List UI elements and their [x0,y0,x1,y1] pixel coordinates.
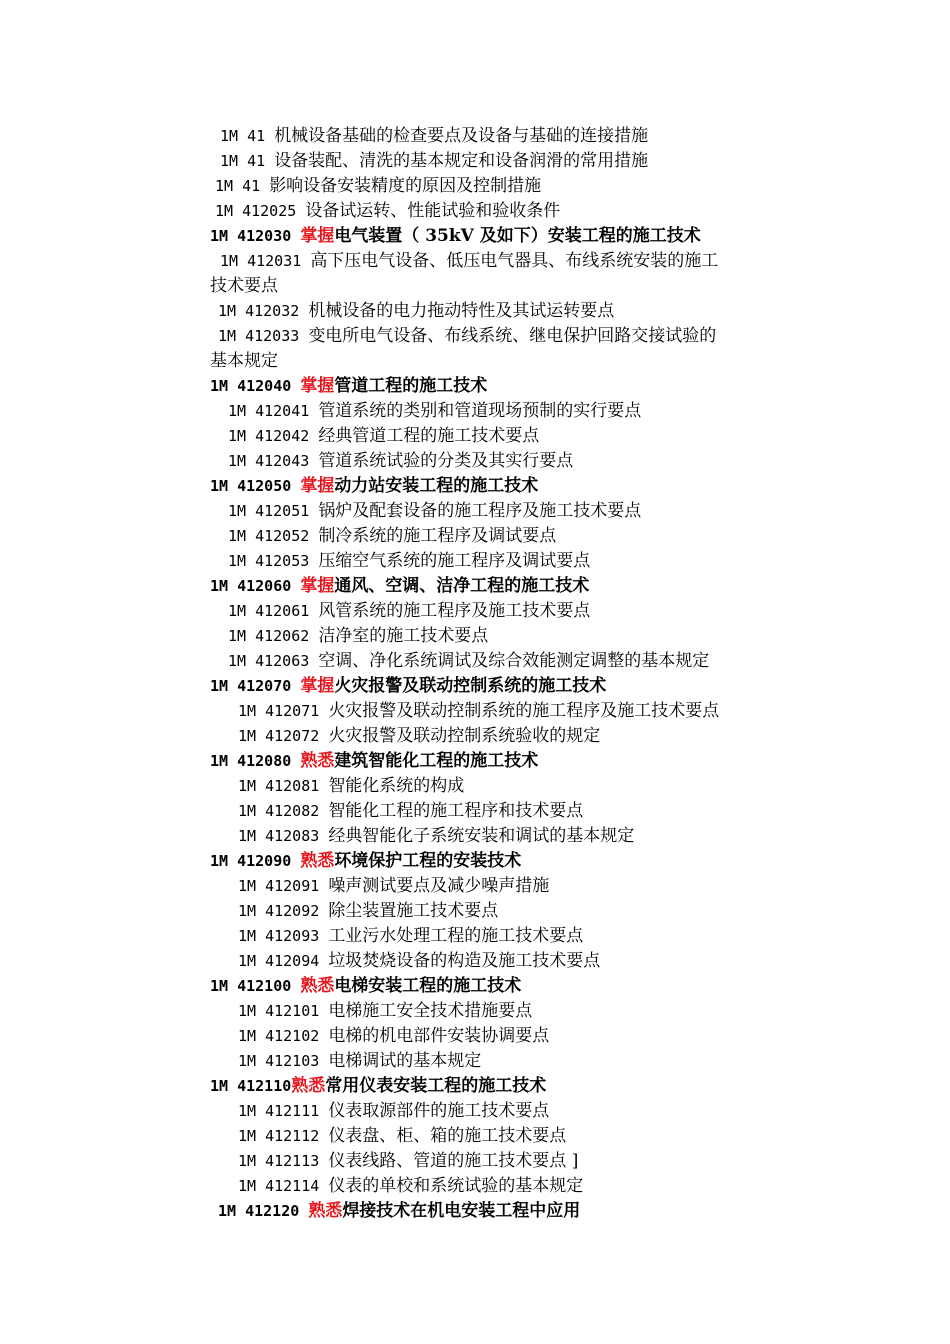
item-code: 1M 41 [220,152,275,170]
item-code: 1M 412053 [228,552,319,570]
outline-item [0,324,950,349]
section-heading [0,374,950,399]
item-text: 制冷系统的施工程序及调试要点 [318,526,557,546]
continuation-line [0,274,950,299]
item-code: 1M 412050 [210,477,301,495]
continuation-line [0,349,950,374]
item-code: 1M 412040 [210,377,301,395]
item-code: 1M 412041 [228,402,319,420]
level-badge: 掌握 [300,676,335,696]
item-text: 动力站安装工程的施工技术 [334,476,539,496]
item-text: 压缩空气系统的施工程序及调试要点 [318,551,591,571]
outline-item [0,624,950,649]
section-heading [0,224,950,249]
item-code: 1M 412113 [238,1152,329,1170]
item-text: 基本规定 [210,351,278,371]
item-text: 电梯安装工程的施工技术 [334,976,522,996]
section-heading [0,849,950,874]
level-badge: 掌握 [300,376,335,396]
item-code: 1M 412094 [238,952,329,970]
item-code: 1M 412082 [238,802,329,820]
item-text: 空调、净化系统调试及综合效能测定调整的基本规定 [318,651,710,671]
section-heading [0,474,950,499]
outline-item [0,399,950,424]
level-badge: 掌握 [300,226,335,246]
outline-item [0,824,950,849]
level-badge: 熟悉 [308,1201,343,1221]
item-code: 1M 412111 [238,1102,329,1120]
item-text: 仪表的单校和系统试验的基本规定 [328,1176,584,1196]
item-text: 管道系统的类别和管道现场预制的实行要点 [318,401,642,421]
item-text: 影响设备安装精度的原因及控制措施 [269,176,542,196]
outline-item [0,124,950,149]
item-code: 1M 412092 [238,902,329,920]
outline-item [0,499,950,524]
item-code: 1M 412025 [215,202,306,220]
item-text: 电梯的机电部件安装协调要点 [328,1026,550,1046]
item-text: 变电所电气设备、布线系统、继电保护回路交接试验的 [308,326,717,346]
outline-item [0,1049,950,1074]
item-text: 锅炉及配套设备的施工程序及施工技术要点 [318,501,642,521]
outline-item [0,424,950,449]
section-heading [0,974,950,999]
item-code: 1M 412070 [210,677,301,695]
item-code: 1M 412032 [218,302,309,320]
item-text: 噪声测试要点及减少噪声措施 [328,876,550,896]
outline-item [0,249,950,274]
item-code: 1M 412083 [238,827,329,845]
outline-item [0,174,950,199]
item-code: 1M 412081 [238,777,329,795]
outline-item [0,1174,950,1199]
item-code: 1M 412033 [218,327,309,345]
item-code: 1M 412093 [238,927,329,945]
item-code: 1M 412042 [228,427,319,445]
outline-item [0,649,950,674]
outline-item [0,924,950,949]
item-text: 仪表取源部件的施工技术要点 [328,1101,550,1121]
outline-item [0,549,950,574]
item-text: 电梯调试的基本规定 [328,1051,482,1071]
item-text: 工业污水处理工程的施工技术要点 [328,926,584,946]
outline-item [0,949,950,974]
item-text: 风管系统的施工程序及施工技术要点 [318,601,591,621]
item-text: 电气装置（ 35kV 及如下）安装工程的施工技术 [334,226,701,246]
level-badge: 熟悉 [291,1076,326,1096]
item-text: 火灾报警及联动控制系统的施工技术 [334,676,607,696]
item-code: 1M 412103 [238,1052,329,1070]
item-code: 1M 412114 [238,1177,329,1195]
item-text: 火灾报警及联动控制系统的施工程序及施工技术要点 [328,701,720,721]
outline-item [0,299,950,324]
item-code: 1M 41 [220,127,275,145]
item-code: 1M 412091 [238,877,329,895]
item-text: 管道工程的施工技术 [334,376,488,396]
item-code: 1M 412100 [210,977,301,995]
item-code: 1M 412061 [228,602,319,620]
item-code: 1M 412060 [210,577,301,595]
outline-item [0,899,950,924]
item-text: 仪表线路、管道的施工技术要点 ] [328,1151,579,1171]
outline-item [0,524,950,549]
outline-item [0,699,950,724]
outline-item [0,1099,950,1124]
item-text: 机械设备的电力拖动特性及其试运转要点 [308,301,615,321]
item-code: 1M 412112 [238,1127,329,1145]
level-badge: 熟悉 [300,976,335,996]
level-badge: 熟悉 [300,751,335,771]
item-text: 除尘装置施工技术要点 [328,901,499,921]
section-heading [0,574,950,599]
item-text: 智能化工程的施工程序和技术要点 [328,801,584,821]
outline-item [0,449,950,474]
item-text: 技术要点 [210,276,278,296]
outline-item [0,1124,950,1149]
item-text: 经典智能化子系统安装和调试的基本规定 [328,826,635,846]
item-code: 1M 412101 [238,1002,329,1020]
item-code: 1M 412090 [210,852,301,870]
item-text: 经典管道工程的施工技术要点 [318,426,540,446]
item-text: 设备装配、清洗的基本规定和设备润滑的常用措施 [274,151,649,171]
level-badge: 掌握 [300,476,335,496]
section-heading [0,1074,950,1099]
item-text: 垃圾焚烧设备的构造及施工技术要点 [328,951,601,971]
outline-item [0,1024,950,1049]
outline-item [0,149,950,174]
item-code: 1M 412052 [228,527,319,545]
item-code: 1M 412072 [238,727,329,745]
outline-item [0,599,950,624]
outline-item [0,199,950,224]
outline-item [0,799,950,824]
item-text: 洁净室的施工技术要点 [318,626,489,646]
section-heading [0,1199,950,1224]
item-code: 1M 412120 [218,1202,309,1220]
outline-item [0,1149,950,1174]
section-heading [0,749,950,774]
item-code: 1M 412080 [210,752,301,770]
item-text: 仪表盘、柜、箱的施工技术要点 [328,1126,567,1146]
item-code: 1M 412030 [210,227,301,245]
item-text: 电梯施工安全技术措施要点 [328,1001,533,1021]
item-text: 焊接技术在机电安装工程中应用 [342,1201,581,1221]
item-code: 1M 412110 [210,1077,292,1095]
item-text: 机械设备基础的检查要点及设备与基础的连接措施 [274,126,649,146]
item-text: 火灾报警及联动控制系统验收的规定 [328,726,601,746]
item-text: 智能化系统的构成 [328,776,465,796]
item-code: 1M 41 [215,177,270,195]
item-text: 管道系统试验的分类及其实行要点 [318,451,574,471]
outline-item [0,774,950,799]
item-code: 1M 412062 [228,627,319,645]
item-code: 1M 412063 [228,652,319,670]
level-badge: 熟悉 [300,851,335,871]
level-badge: 掌握 [300,576,335,596]
item-code: 1M 412102 [238,1027,329,1045]
item-code: 1M 412051 [228,502,319,520]
item-text: 通风、空调、洁净工程的施工技术 [334,576,590,596]
item-text: 常用仪表安装工程的施工技术 [325,1076,547,1096]
item-text: 高下压电气设备、低压电气器具、布线系统安装的施工 [310,251,719,271]
outline-item [0,874,950,899]
item-text: 设备试运转、性能试验和验收条件 [305,201,561,221]
item-code: 1M 412071 [238,702,329,720]
item-text: 建筑智能化工程的施工技术 [334,751,539,771]
item-code: 1M 412031 [220,252,311,270]
outline-item [0,724,950,749]
section-heading [0,674,950,699]
item-text: 环境保护工程的安装技术 [334,851,522,871]
item-code: 1M 412043 [228,452,319,470]
outline-item [0,999,950,1024]
